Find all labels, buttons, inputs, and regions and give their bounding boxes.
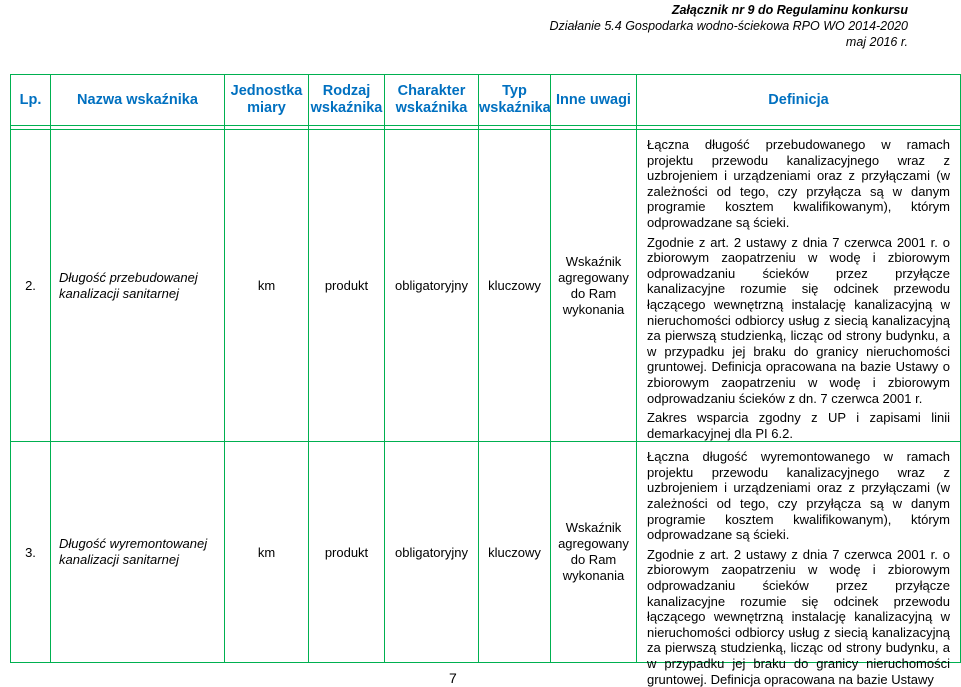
- kind-cell: produkt: [309, 130, 385, 442]
- remarks-cell: Wskaźnik agregowany do Ram wykonania: [551, 442, 637, 663]
- row-number: 2.: [11, 130, 51, 442]
- definition-paragraph: Łączna długość przebudowanego w ramach projektu przewodu kanalizacyjnego wraz z uzbrojeniem i urządzeniami oraz z przyłączami (w zależności od tego, czy przyłącza są w danym programie kosztem kwalifikowanym), którym odprowadzane są ścieki.: [647, 137, 950, 230]
- page-number: 7: [449, 670, 457, 686]
- measure-line: Działanie 5.4 Gospodarka wodno-ściekowa RPO WO 2014-2020: [549, 19, 908, 33]
- document-header: [549, 2, 908, 50]
- indicator-name: Długość przebudowanej kanalizacji sanitarnej: [51, 130, 225, 442]
- column-header-remarks: Inne uwagi: [551, 75, 637, 126]
- column-header-lp: Lp.: [11, 75, 51, 126]
- definition-cell: [637, 130, 961, 442]
- column-header-character: Charakter wskaźnika: [385, 75, 479, 126]
- definition-paragraph: Zgodnie z art. 2 ustawy z dnia 7 czerwca 2001 r. o zbiorowym zaopatrzeniu w wodę i zbiorowym odprowadzaniu ścieków przez przyłącze kanalizacyjne rozumie się odcinek przewodu łączącego wewnętrzną instalację kanalizacyjną w nieruchomości odbiorcy usług z siecią kanalizacyjną za pierwszą studzienką, licząc od strony budynku, a w przypadku jej braku do granicy nieruchomości gruntowej. Definicja opracowana na bazie Ustawy: [647, 546, 950, 687]
- column-header-name: Nazwa wskaźnika: [51, 75, 225, 126]
- definition-cell: [637, 442, 961, 687]
- character-cell: obligatoryjny: [385, 442, 479, 663]
- column-header-type: Typ wskaźnika: [479, 75, 551, 126]
- character-cell: obligatoryjny: [385, 130, 479, 442]
- definition-paragraph: Łączna długość wyremontowanego w ramach projektu przewodu kanalizacyjnego wraz z uzbrojeniem i urządzeniami oraz z przyłączami (w zależności od tego, czy przyłącza są w danym programie kosztem kwalifikowanym), którym odprowadzane są ścieki.: [647, 449, 950, 543]
- type-cell: kluczowy: [479, 442, 551, 663]
- definition-paragraph: Zgodnie z art. 2 ustawy z dnia 7 czerwca 2001 r. o zbiorowym zaopatrzeniu w wodę i zbiorowym odprowadzaniu ścieków przez przyłącze kanalizacyjne rozumie się odcinek przewodu łączącego wewnętrzną instalację kanalizacyjną w nieruchomości odbiorcy usług z siecią kanalizacyjną za pierwszą studzienką, licząc od strony budynku, a w przypadku jej braku do granicy nieruchomości gruntowej. Definicja opracowana na bazie Ustawy o zbiorowym zaopatrzeniu w wodę i zbiorowym odprowadzaniu ścieków z dn. 7 czerwca 2001 r.: [647, 234, 950, 406]
- column-header-definition: Definicja: [637, 75, 961, 126]
- remarks-cell: Wskaźnik agregowany do Ram wykonania: [551, 130, 637, 442]
- indicators-table: [10, 74, 961, 687]
- column-header-unit: Jednostka miary: [225, 75, 309, 126]
- column-header-kind: Rodzaj wskaźnika: [309, 75, 385, 126]
- attachment-title: Załącznik nr 9 do Regulaminu konkursu: [671, 3, 908, 17]
- unit-cell: km: [225, 442, 309, 663]
- table-row: [11, 130, 961, 442]
- indicator-name: Długość wyremontowanej kanalizacji sanitarnej: [51, 442, 225, 663]
- row-number: 3.: [11, 442, 51, 663]
- table-header-row: [11, 75, 961, 126]
- date-line: maj 2016 r.: [845, 35, 908, 49]
- kind-cell: produkt: [309, 442, 385, 663]
- table-row: [11, 442, 961, 663]
- definition-paragraph: Zakres wsparcia zgodny z UP i zapisami linii demarkacyjnej dla PI 6.2.: [647, 410, 950, 441]
- unit-cell: km: [225, 130, 309, 442]
- type-cell: kluczowy: [479, 130, 551, 442]
